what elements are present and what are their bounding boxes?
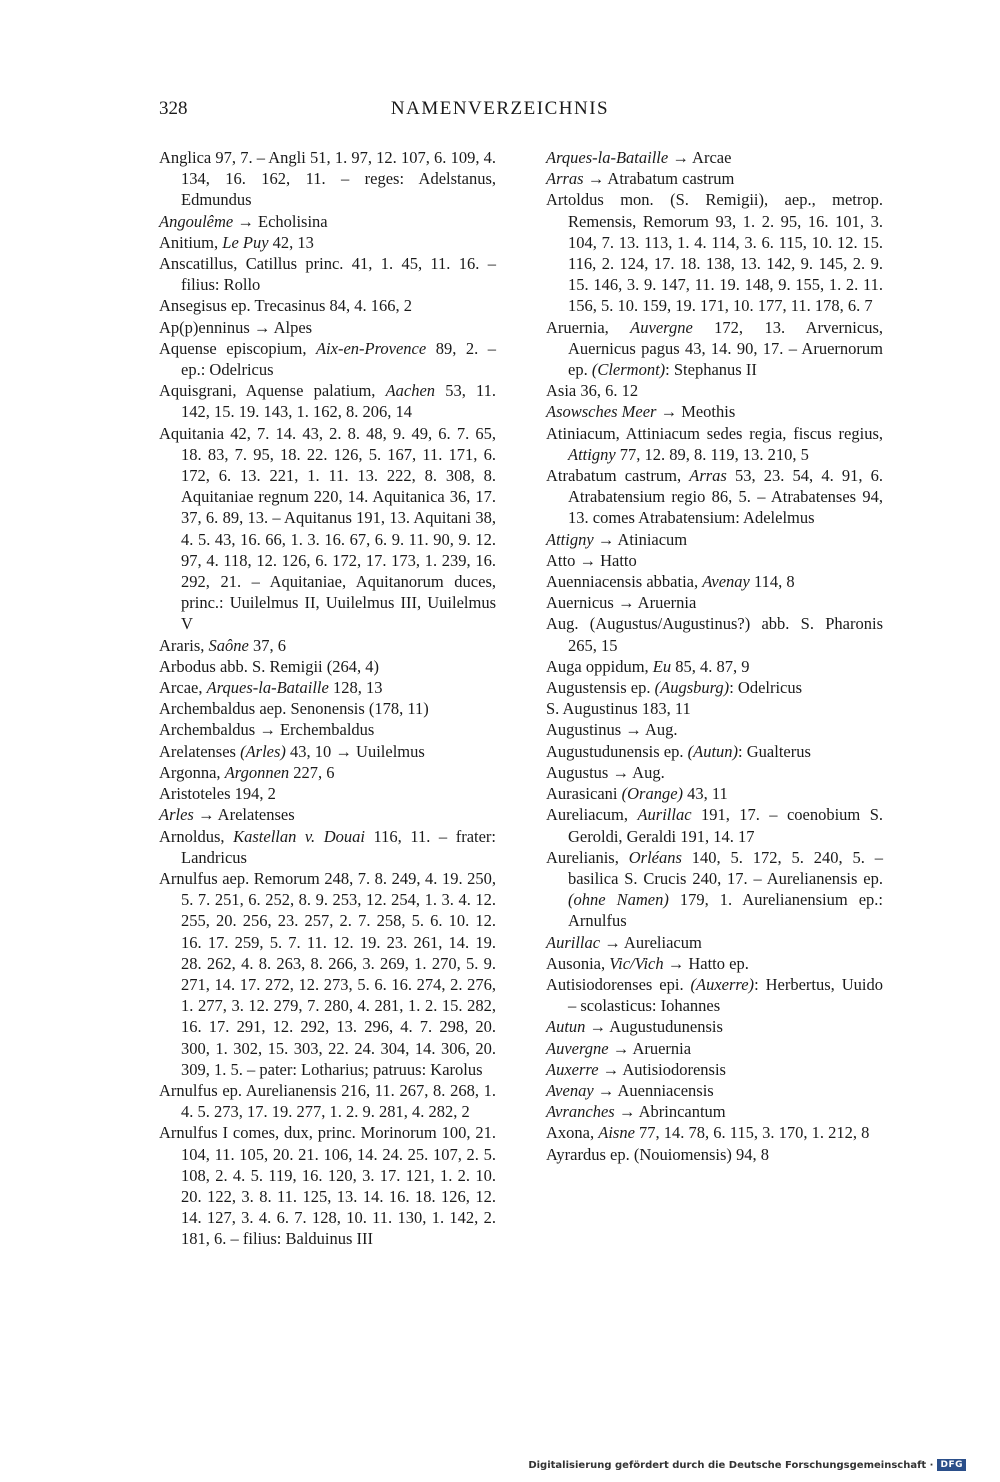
index-entry: Archembaldus → Erchembaldus [159,720,375,740]
index-entry: Anscatillus, Catillus princ. 41, 1. 45, 11. 16. – filius: Rollo [159,254,496,295]
index-entry: Aug. (Augustus/Augustinus?) abb. S. Pharonis 265, 15 [546,614,883,655]
index-entry: Avranches → Abrincantum [546,1102,726,1122]
footer-credit: Digitalisierung gefördert durch die Deutsche Forschungsgemeinschaft · [528,1459,934,1471]
index-entry: Atto → Hatto [546,550,637,570]
index-entry: Arelatenses (Arles) 43, 10 → Uuilelmus [159,741,425,761]
index-entry: Aruernia, Auvergne 172, 13. Arvernicus, Auernicus pagus 43, 14. 90, 17. – Aruernorum ep. (Clermont): Stephanus II [546,317,883,380]
index-entry: Augustinus → Aug. [546,720,678,740]
index-entry: Ansegisus ep. Trecasinus 84, 4. 166, 2 [159,296,413,316]
index-entry: Ayrardus ep. (Nouiomensis) 94, 8 [546,1144,770,1164]
index-entry: Aurasicani (Orange) 43, 11 [546,784,728,804]
index-entry: Avenay → Auenniacensis [546,1080,714,1100]
index-entry: Asowsches Meer → Meothis [546,402,736,422]
index-entry: Aristoteles 194, 2 [159,784,276,804]
index-entry: Ap(p)enninus → Alpes [159,317,313,337]
index-entry: Auernicus → Aruernia [546,593,697,613]
index-entry: Aquitania 42, 7. 14. 43, 2. 8. 48, 9. 49, 6. 7. 65, 18. 83, 7. 95, 18. 22. 126, 5. 167, 11. 171, 6. 172, 6. 13. 221, 1. 11. 13. 222, 8. 308, 8. Aquitaniae regnum 220, 14. Aquitanica 36, 17. 37, 6. 89, 13. – Aquitanus 191, 13. Aquitani 38, 4. 5. 43, 16. 66, 1. 3. 16. 67, 6. 9. 11. 90, 9. 12. 97, 4. 118, 12. 126, 6. 172, 17. 173, 1. 239, 16. 292, 21. – Aquitaniae, Aquitanorum duces, princ.: Uuilelmus II, Uuilelmus III, Uuilelmus V [159,423,496,634]
index-entry: Attigny → Atiniacum [546,529,688,549]
index-entry: Asia 36, 6. 12 [546,381,639,401]
index-entry: Artoldus mon. (S. Remigii), aep., metrop. Remensis, Remorum 93, 1. 2. 95, 16. 101, 3. 104, 7. 13. 113, 1. 4. 114, 3. 6. 115, 10. 12. 15. 116, 2. 124, 17. 18. 138, 13. 142, 9. 145, 2. 9. 15. 146, 3. 9. 147, 11. 19. 148, 9. 155, 1. 2. 11. 156, 5. 10. 159, 19. 171, 10. 177, 11. 178, 6. 7 [546,190,883,316]
page-number: 328 [159,98,188,119]
index-entry: Araris, Saône 37, 6 [159,635,286,655]
index-entry: Auvergne → Aruernia [546,1038,692,1058]
index-entry: Anglica 97, 7. – Angli 51, 1. 97, 12. 107, 6. 109, 4. 134, 16. 162, 11. – reges: Adelstanus, Edmundus [159,148,496,210]
index-entry: Autun → Augustudunensis [546,1017,723,1037]
index-entry: Aquisgrani, Aquense palatium, Aachen 53, 11. 142, 15. 19. 143, 1. 162, 8. 206, 14 [159,381,496,422]
index-entry: Auenniacensis abbatia, Avenay 114, 8 [546,572,795,592]
index-entry: Ausonia, Vic/Vich → Hatto ep. [546,953,749,973]
index-entry: Aquense episcopium, Aix-en-Provence 89, 2. – ep.: Odelricus [159,338,496,380]
index-entry: Arbodus abb. S. Remigii (264, 4) [159,656,379,676]
running-head: NAMENVERZEICHNIS [390,98,610,119]
index-entry: Atiniacum, Attiniacum sedes regia, fiscus regius, Attigny 77, 12. 89, 8. 119, 13. 210, 5 [546,423,883,464]
index-entry: Arras → Atrabatum castrum [546,169,735,189]
index-entry: Arles → Arelatenses [159,805,295,825]
dfg-logo: DFG [937,1459,966,1471]
index-entry: Arnulfus ep. Aurelianensis 216, 11. 267, 8. 268, 1. 4. 5. 273, 17. 19. 277, 1. 2. 9. 281, 4. 282, 2 [159,1080,496,1122]
index-entry: Aureliacum, Aurillac 191, 17. – coenobium S. Geroldi, Geraldi 191, 14. 17 [546,805,883,846]
index-entry: Argonna, Argonnen 227, 6 [159,762,335,782]
index-entry: S. Augustinus 183, 11 [546,699,691,719]
index-entry: Axona, Aisne 77, 14. 78, 6. 115, 3. 170, 1. 212, 8 [546,1123,870,1143]
index-entry: Auxerre → Autisiodorensis [546,1059,726,1079]
index-entry: Augustensis ep. (Augsburg): Odelricus [546,678,803,698]
index-entry: Arnoldus, Kastellan v. Douai 116, 11. – frater: Landricus [159,826,497,867]
index-entry: Arnulfus I comes, dux, princ. Morinorum 100, 21. 104, 11. 105, 20. 21. 106, 14. 24. 25. 107, 2. 5. 108, 2. 4. 5. 119, 16. 120, 3. 17. 121, 1. 2. 10. 20. 122, 3. 8. 11. 125, 13. 14. 16. 18. 126, 12. 14. 127, 3. 4. 6. 7. 128, 10. 11. 130, 1. 142, 2. 181, 6. – filius: Balduinus III [159,1123,496,1249]
right-column [546,147,883,1165]
index-entry: Angoulême → Echolisina [159,211,328,231]
index-entry: Arques-la-Bataille → Arcae [546,148,732,167]
left-column [159,147,496,1250]
footer [528,1459,966,1471]
index-entry: Aurelianis, Orléans 140, 5. 172, 5. 240, 5. – basilica S. Crucis 240, 17. – Aurelianensis ep. (ohne Namen) 179, 1. Aurelianensium ep.: Arnulfus [546,847,884,931]
index-entry: Auga oppidum, Eu 85, 4. 87, 9 [546,656,750,676]
index-entry: Augustus → Aug. [546,762,665,782]
index-entry: Arcae, Arques-la-Bataille 128, 13 [159,678,383,698]
index-entry: Aurillac → Aureliacum [546,932,702,952]
index-entry: Archembaldus aep. Senonensis (178, 11) [159,699,429,719]
index-entry: Arnulfus aep. Remorum 248, 7. 8. 249, 4. 19. 250, 5. 7. 251, 6. 252, 8. 9. 253, 12. 254, 1. 3. 4. 12. 255, 20. 256, 23. 257, 2. 7. 258, 5. 6. 10. 12. 16. 17. 259, 5. 7. 11. 12. 19. 23. 261, 14. 19. 28. 262, 4. 8. 263, 8. 266, 3. 269, 1. 270, 5. 9. 271, 14. 17. 272, 12. 273, 5. 6. 16. 274, 2. 276, 1. 277, 3. 12. 279, 7. 280, 4. 281, 1. 2. 15. 282, 16. 17. 291, 12. 292, 13. 296, 4. 7. 298, 20. 300, 1. 302, 15. 303, 22. 24. 304, 14. 306, 20. 309, 1. 5. – pater: Lotharius; patruus: Karolus [159,868,496,1079]
index-entry: Augustudunensis ep. (Autun): Gualterus [546,741,811,761]
index-entry: Atrabatum castrum, Arras 53, 23. 54, 4. 91, 6. Atrabatensium regio 86, 5. – Atrabatenses 94, 13. comes Atrabatensium: Adelelmus [546,466,884,528]
index-entry: Anitium, Le Puy 42, 13 [159,232,314,252]
index-entry: Autisiodorenses epi. (Auxerre): Herbertus, Uuido – scolasticus: Iohannes [546,974,883,1016]
